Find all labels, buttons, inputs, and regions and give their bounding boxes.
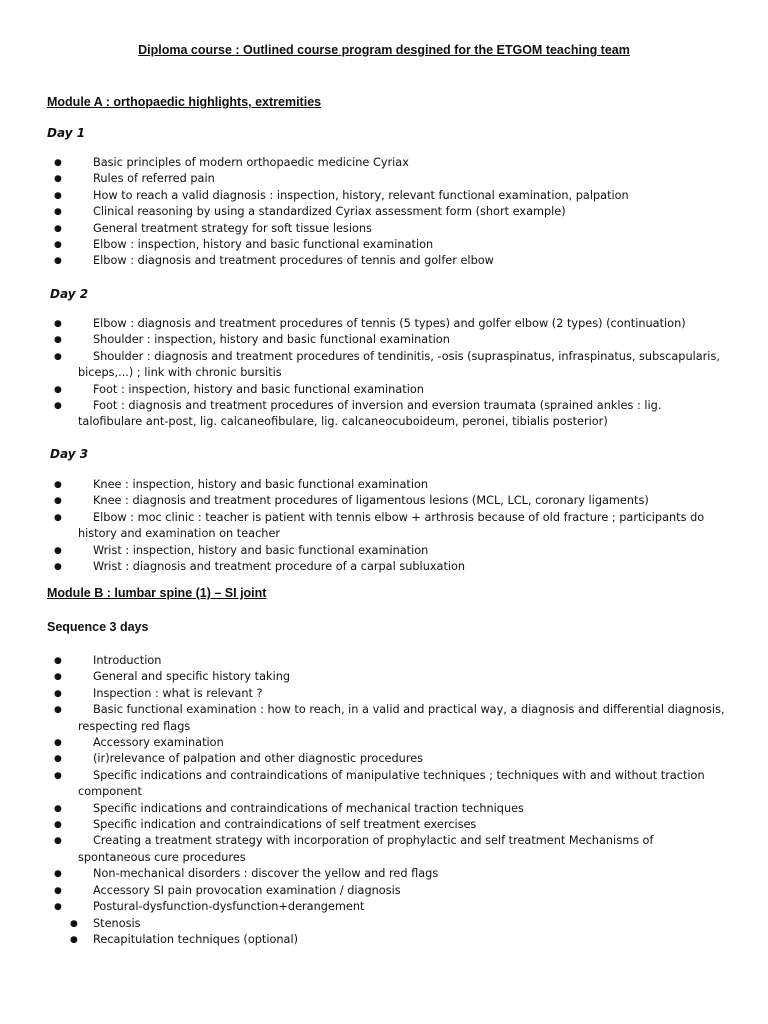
list-item: ● Wrist : inspection, history and basic functional examination [0,543,768,559]
bullet-icon: ● [54,319,62,329]
list-item: ● Rules of referred pain [0,171,768,187]
list-item: ● Shoulder : inspection, history and basic functional examination [0,332,768,348]
module-b-list [0,653,768,948]
list-item: ● Elbow : moc clinic : teacher is patient with tennis elbow + arthrosis because of old fracture ; participants do history and examination on teacher [54,510,705,541]
bullet-icon: ● [54,836,62,847]
bullet-icon: ● [54,738,62,749]
bullet-icon: ● [54,885,62,896]
list-item: ● Elbow : diagnosis and treatment procedures of tennis and golfer elbow [0,253,768,269]
list-item: ● (ir)relevance of palpation and other diagnostic procedures [0,751,768,767]
list-item: ● General treatment strategy for soft tissue lesions [0,221,768,237]
sequence-heading: Sequence 3 days [47,620,149,634]
bullet-icon: ● [54,256,62,267]
bullet-icon: ● [54,902,62,913]
bullet-icon: ● [54,401,62,412]
day-1-list [0,155,768,270]
bullet-icon: ● [54,240,62,251]
bullet-icon: ● [54,512,62,523]
list-item: ● Knee : inspection, history and basic functional examination [0,477,768,493]
list-item: ● Specific indications and contraindications of mechanical traction techniques [0,801,768,817]
bullet-icon: ● [54,496,62,507]
bullet-icon: ● [54,869,62,880]
list-item: ● General and specific history taking [0,669,768,685]
bullet-icon: ● [54,480,62,490]
list-item: ● Elbow : inspection, history and basic functional examination [0,237,768,253]
list-item: ● Basic principles of modern orthopaedic medicine Cyriax [0,155,768,171]
list-item: ● Specific indication and contraindications of self treatment exercises [0,817,768,833]
list-item: ● Accessory examination [0,735,768,751]
bullet-icon: ● [54,672,62,683]
bullet-icon: ● [54,384,62,395]
bullet-icon: ● [54,656,62,666]
list-item: ● Stenosis [0,916,768,932]
bullet-icon: ● [70,918,78,929]
list-item: ● Inspection : what is relevant ? [0,686,768,702]
day-2-list [0,316,768,431]
module-a-heading: Module A : orthopaedic highlights, extremities [47,95,322,109]
list-item: ● Clinical reasoning by using a standardized Cyriax assessment form (short example) [0,204,768,220]
list-item: ● Elbow : diagnosis and treatment procedures of tennis (5 types) and golfer elbow (2 types) (continuation) [0,316,768,332]
bullet-icon: ● [54,545,62,556]
day-3-heading: Day 3 [50,447,89,461]
bullet-icon: ● [54,190,62,201]
list-item: ● Non-mechanical disorders : discover the yellow and red flags [0,866,768,882]
list-item: ● Creating a treatment strategy with incorporation of prophylactic and self treatment Mechanisms of spontaneous cure procedures [54,834,654,864]
bullet-icon: ● [54,770,62,781]
bullet-icon: ● [54,223,62,234]
list-item: ● How to reach a valid diagnosis : inspection, history, relevant functional examination, palpation [0,188,768,204]
bullet-icon: ● [54,335,62,346]
bullet-icon: ● [54,754,62,765]
list-item: ● Postural-dysfunction-dysfunction+derangement [0,899,768,915]
bullet-icon: ● [54,803,62,814]
list-item: ● Wrist : diagnosis and treatment procedure of a carpal subluxation [0,559,768,575]
list-item: ● Basic functional examination : how to reach, in a valid and practical way, a diagnosis and differential diagnosis, respecting red flags [54,703,725,733]
bullet-icon: ● [70,934,78,945]
day-3-list [0,477,768,575]
bullet-icon: ● [54,562,62,573]
list-item: ● Foot : diagnosis and treatment procedures of inversion and eversion traumata (sprained ankles : lig. talofibulare ant-post, lig. calcaneofibulare, lig. calcaneocuboideum, peronei, tibialis posterior) [54,399,662,429]
bullet-icon: ● [54,820,62,831]
bullet-icon: ● [54,688,62,699]
list-item: ● Foot : inspection, history and basic functional examination [0,382,768,398]
day-1-heading: Day 1 [47,126,86,140]
bullet-icon: ● [54,351,62,362]
list-item: ● Accessory SI pain provocation examination / diagnosis [0,883,768,899]
document-title: Diploma course : Outlined course program desgined for the ETGOM teaching team [138,43,630,57]
day-2-heading: Day 2 [50,287,89,301]
bullet-icon: ● [54,158,62,168]
list-item: ● Introduction [0,653,768,669]
bullet-icon: ● [54,705,62,716]
list-item: ● Recapitulation techniques (optional) [0,932,768,948]
list-item: ● Knee : diagnosis and treatment procedures of ligamentous lesions (MCL, LCL, coronary ligaments) [0,493,768,509]
bullet-icon: ● [54,174,62,185]
list-item: ● Shoulder : diagnosis and treatment procedures of tendinitis, -osis (supraspinatus, infraspinatus, subscapularis, biceps,...) ; link with chronic bursitis [54,349,720,380]
module-b-heading: Module B : lumbar spine (1) – SI joint [47,586,267,600]
list-item: ● Specific indications and contraindications of manipulative techniques ; techniques with and without traction component [54,768,705,799]
bullet-icon: ● [54,207,62,218]
